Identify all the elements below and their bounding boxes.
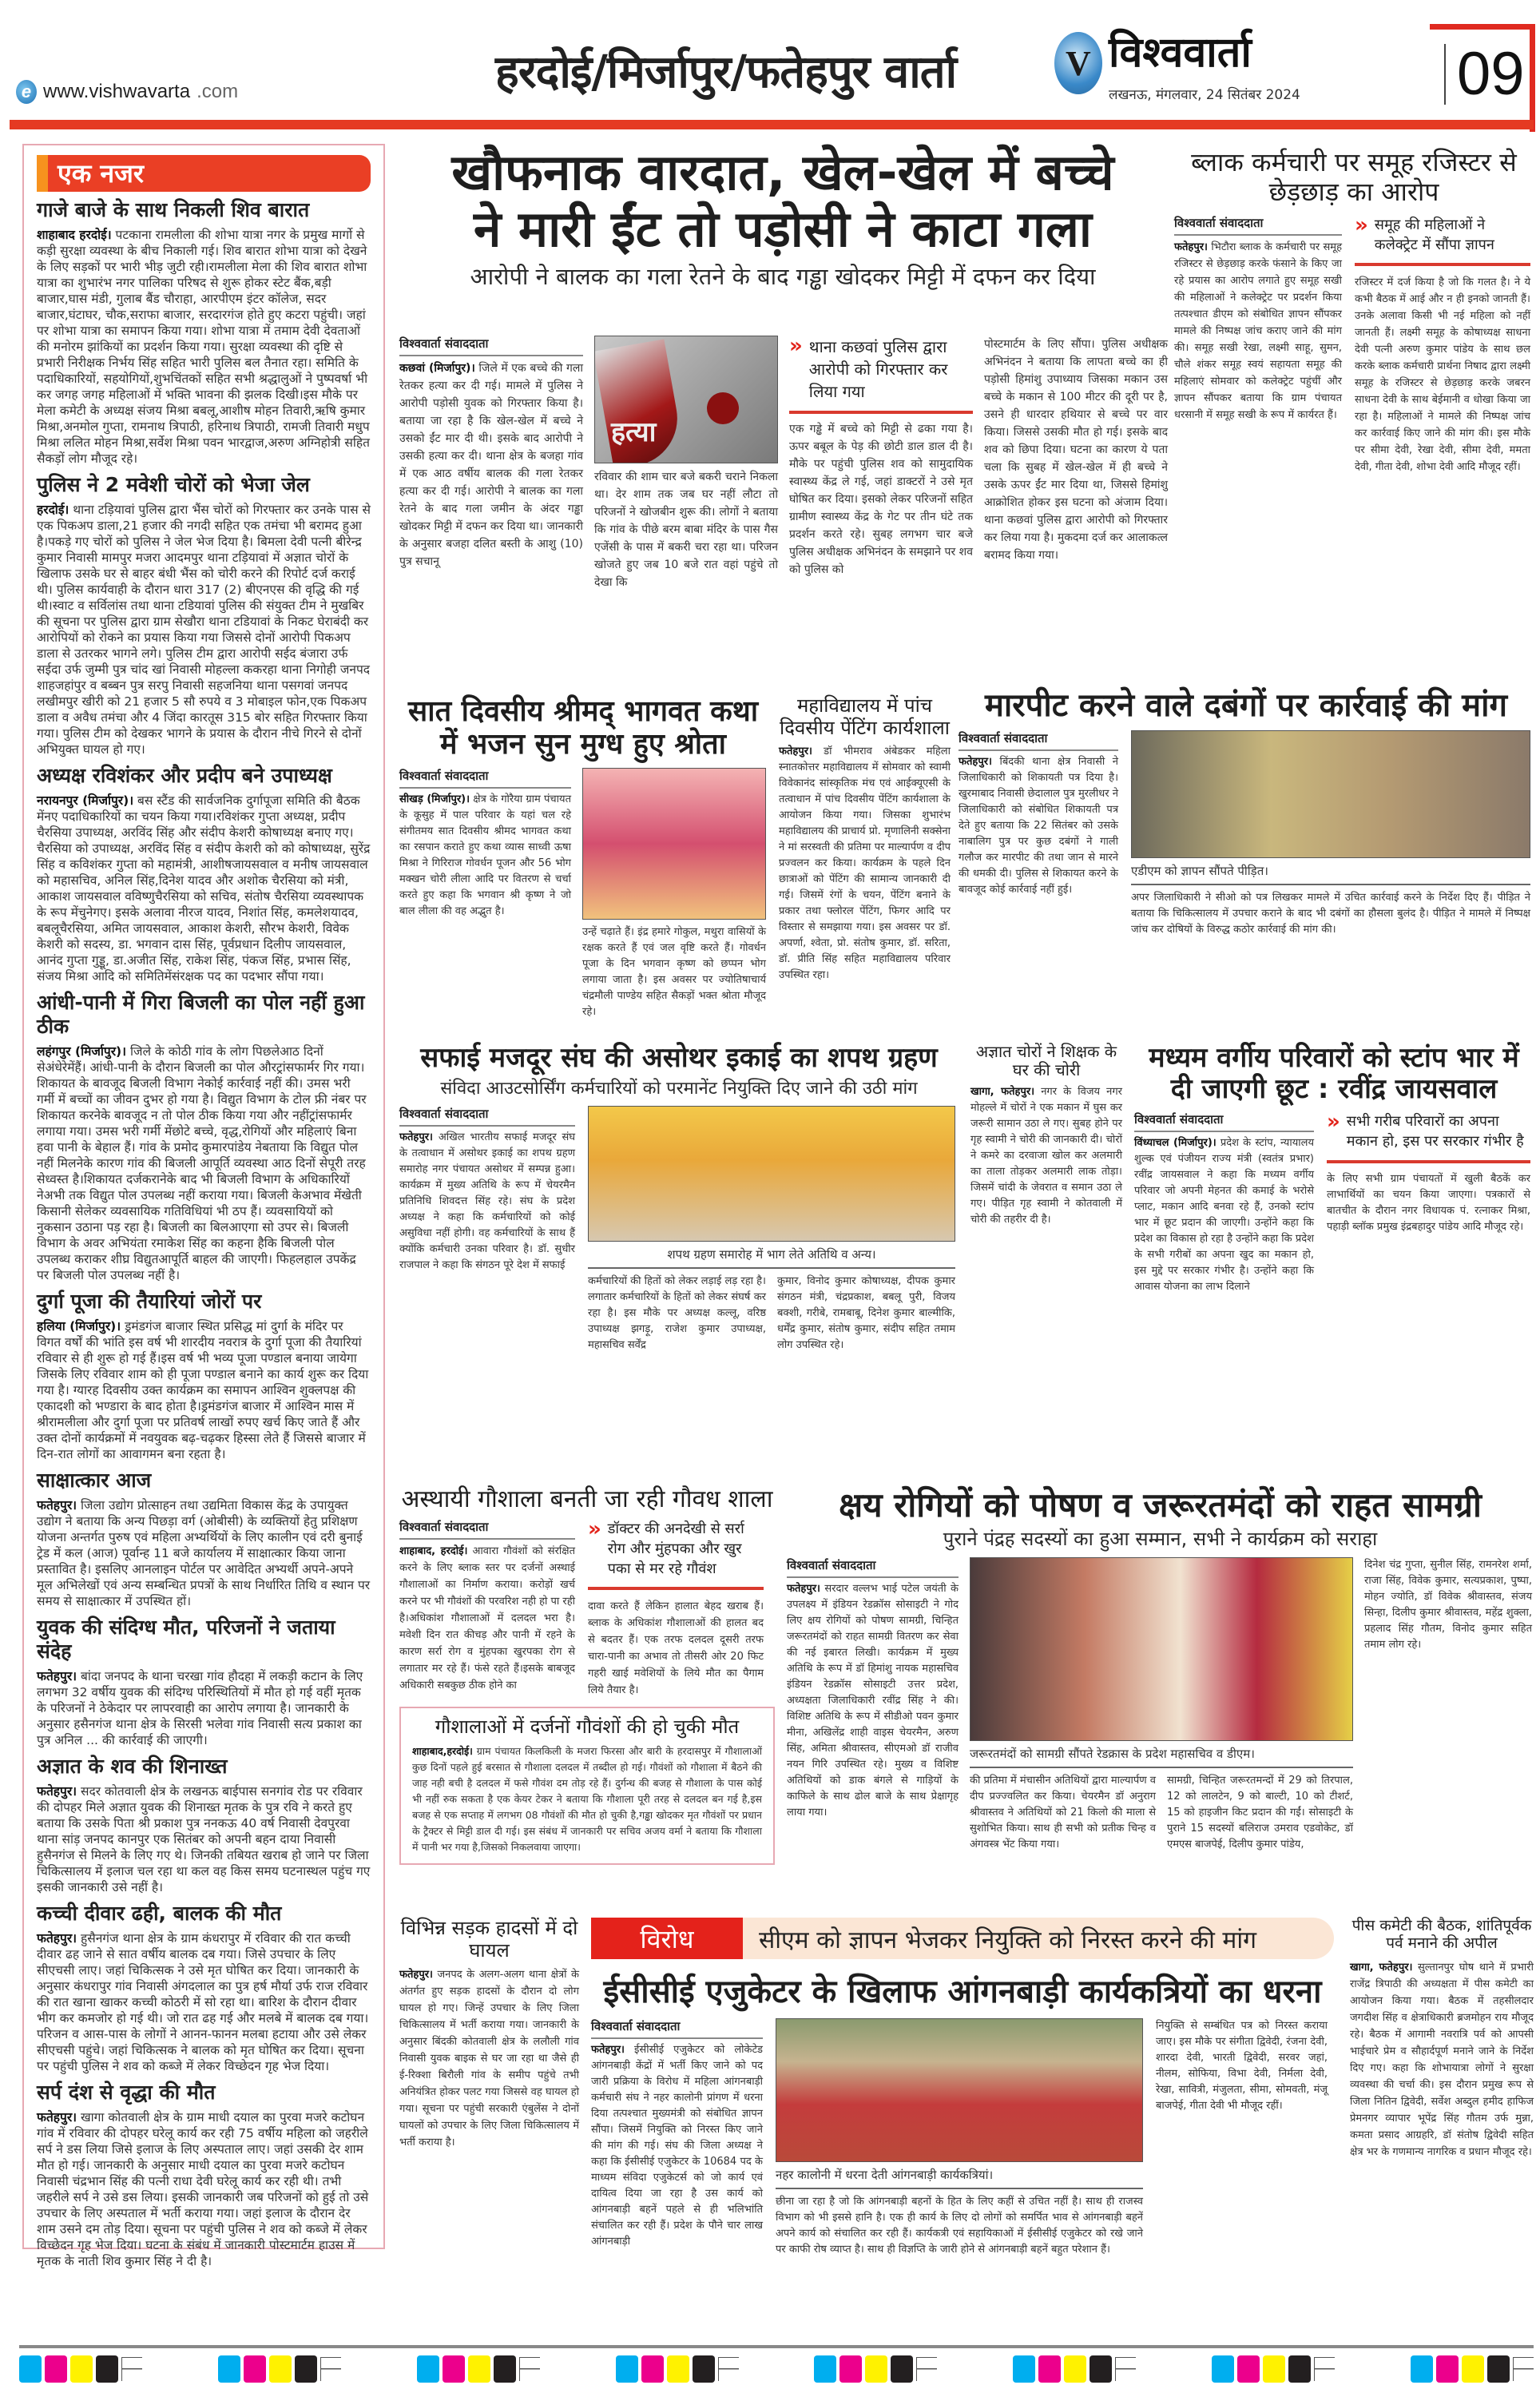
kshay-headline: क्षय रोगियों को पोषण व जरूरतमंदों को राहत सामग्री	[839, 1485, 1482, 1524]
dateline: विंध्याचल (मिर्जापुर)।	[1134, 1137, 1217, 1150]
pull-quote	[588, 1519, 764, 1591]
dateline: फतेहपुर।	[959, 756, 992, 768]
cmyk-swatch	[1212, 2355, 1335, 2383]
dateline: फतेहपुर।	[399, 1969, 433, 1982]
crosshair-icon	[1513, 2357, 1534, 2381]
double-chevron-icon: »	[789, 334, 803, 358]
bhagwat-col-2: उन्हें चढ़ाते हैं। इंद्र हमारे गोकुल, मथुरा वासियों के रक्षक करते हैं एवं जल वृष्टि करते हैं। गोवर्धन पूजा के दिन भगवान कृष्ण को छप्पन भोग लगाया जाता है। इस अवसर पर ज्योतिषाचार्य चंद्रमौली पाण्डेय सहित सैकड़ों भक्त श्रोता मौजूद रहे।	[582, 925, 766, 1018]
sidebar-label: एक नजर	[37, 155, 371, 192]
lead-story-columns	[399, 336, 1166, 687]
story-body: बस स्टैंड की सार्वजनिक दुर्गापूजा समिति की बैठक मेंनए पदाधिकारियों का चयन किया गया।रविशंकर गुप्ता अध्यक्ष, प्रदीप चैरसिया उपाध्यक्ष, अरविंद सिंह और संदीप केशरी कोषाध्यक्ष बनाए गए। चैरसिया को उपाध्यक्ष, अरविंद सिंह व संदीप केशरी को को कोषाध्यक्ष, सुरेंद्र सिंह व कविशंकर गुप्ता को महामंत्री, आशीषजायसवाल व मनीष जायसवाल को महासचिव, अनिल सिंह,दिनेश यादव और अशोक चैरसिया को मंत्री, आकाश जायसवाल वविष्णुचैरसिया को सचिव, संतोष चैरसिया व्यवस्थापक के रूप मेंचुनेगए। इसके अलावा नीरज यादव, निशांत सिंह, कमलेशयादव, बबलूचैरसिया, अमित जायसवाल, आकाश केशरी, सौरभ केशरी, विवेक केशरी को सदस्य, डा. भगवान दास सिंह, पूर्वप्रधान दिलीप जायसवाल, आनंद गुप्ता गुड्डू, डा.अजीत सिंह, राकेश सिंह, पंकज सिंह, प्रभास सिंह, संजय मिश्रा आदि को समितिमेंसंरक्षक पद का पदभार सौंपा गया।	[37, 793, 371, 984]
dateline: फतेहपुर।	[37, 1498, 77, 1513]
cmyk-swatch	[1013, 2355, 1136, 2383]
story-body: बांदा जनपद के थाना चरखा गांव हौदहा में लकड़ी कटान के लिए लगभग 32 वर्षीय युवक की संदिग्ध परिस्थितियों में मौत हो गई वहीं मृतक के परिजनों ने ठेकेदार पर लापरवाही का आरोप लगाया है। जानकारी के अनुसार हसैनगंज थाना क्षेत्र के सिरसी भलेवा गांव निवासी सत्य प्रकाश का पुत्र अनिल ... की कार्रवाई की जाएगी।	[37, 1669, 363, 1747]
dateline: शाहाबाद, हरदोई।	[399, 1544, 468, 1557]
sidebar-item	[37, 1290, 371, 1462]
gaushala-col-2: दावा करते हैं लेकिन हालात बेहद खराब हैं। ब्लाक के अधिकांश गौशालाओं की हालत बद से बदतर हैं। एक तरफ दलदल दूसरी तरफ चारा-पानी का अभाव तो तीसरी ओर 20 फिट गहरी खाई मवेशियों के लिये मौत का पैगाम लिये तैयार है।	[588, 1600, 764, 1697]
cmyk-swatch	[19, 2355, 142, 2383]
pull-quote	[1355, 215, 1530, 266]
cmyk-swatch	[1411, 2355, 1534, 2383]
sidebar-headline: दुर्गा पूजा की तैयारियां जोरों पर	[37, 1290, 262, 1313]
pull-quote	[789, 336, 973, 414]
byline: विश्ववार्ता संवाददाता	[787, 1557, 959, 1578]
lead-story	[399, 144, 1166, 290]
crosshair-icon	[519, 2357, 540, 2381]
ek-nazar-sidebar	[22, 144, 385, 2268]
story-body: खागा कोतवाली क्षेत्र के ग्राम माधी दयाल का पुरवा मजरे कटोघन गांव में रविवार की दोपहर घरेलू कार्य कर रही 75 वर्षीय महिला को जहरीले सर्प ने डस लिया जिसे इलाज के लिए अस्पताल लाए। जहां उसकी देर शाम मौत हो गई। जानकारी के अनुसार माधी दयाल का पुरवा मजरे कटोघन निवासी चंद्रभान सिंह की पत्नी राधा देवी घरेलू कार्य कर रही थी। तभी जहरीले सर्प ने उसे डस लिया। इसकी जानकारी जब परिजनों को हुई तो उसे उपचार के लिए अस्पताल में भर्ती कराया गया। जहां इलाज के दौरान देर शाम उसने दम तोड़ दिया। सूचना पर पहुंची पुलिस ने शव को कब्जे में लेकर विच्छेदन गृह भेज दिया। घटना के संबंध में जानकारी पोस्टमार्टम हाउस में मृतक के नाती शिव कुमार सिंह ने दी है।	[37, 2110, 369, 2268]
double-chevron-icon: »	[1327, 1110, 1340, 1135]
marpit-story	[959, 687, 1534, 938]
page-number: 09	[1444, 44, 1525, 105]
lead-headline-line2: ने मारी ईंट तो पड़ोसी ने काटा गला	[474, 200, 1092, 259]
anganwadi-col-2: छीना जा रहा है जो कि आंगनबाड़ी बहनों के हित के लिए कहीं से उचित नहीं है। साथ ही राजस्व विभाग को भी इससे हानि है। एक ही कार्य के लिए दो लोगों को समर्पित भाव से आंगनबाड़ी बहनें अपने कार्य को संचालित कर रही हैं। कार्यकत्री एवं सहायिकाओं में ईसीसीई एजुकेटर को रखे जाने पर काफी रोष व्याप्त है। साथ ही विज्ञप्ति के जारी होने से आंगनबाड़ी बहनें बहुत परेशान हैं।	[776, 2196, 1143, 2256]
painting-body: डॉ भीमराव अंबेडकर महिला स्नातकोत्तर महाविद्यालय में सोमवार को स्वामी विवेकानंद सांस्कृतिक मंच एवं आईक्यूएसी के तत्वाधान में पांच दिवसीय पेंटिंग कार्यशाला के आयोजन किया गया। जिसका शुभारंभ महाविद्यालय की प्राचार्य प्रो. मृणालिनी सक्सेना ने मां सरस्वती की प्रतिमा पर माल्यार्पण व दीप प्रज्वलन कर किया। कार्यक्रम के पहले दिन छात्राओं को पेंटिंग की सामान्य जानकारी दी गई। जिसमें रंगों के चयन, पेंटिंग बनाने के प्रकार तथा फ्लोरल पेंटिंग, फिगर आदि पर विस्तार से समझाया गया। इस अवसर पर डॉ. अपर्णा, श्वेता, प्रो. संतोष कुमार, डॉ. सरिता, डॉ. प्रीति सिंह सहित महाविद्यालय परिवार उपस्थित रहा।	[779, 745, 951, 982]
crosshair-icon	[121, 2357, 142, 2381]
dateline: शाहाबाद,हरदोई।	[412, 1744, 473, 1757]
sidebar-headline: साक्षात्कार आज	[37, 1469, 152, 1492]
sidebar-item	[37, 198, 371, 467]
story-body: हुसैनगंज थाना क्षेत्र के ग्राम कंधरापुर में रविवार की रात कच्ची दीवार ढह जाने से सात वर्षीय बालक दब गया। जिसे उपचार के लिए सीएचसी लाए। जहां चिकित्सक ने उसे मृत घोषित कर दिया। जानकारी के अनुसार कंधरापुर गांव निवासी अंगदलाल का पुत्र हर्ष मौर्या उर्फ राज रविवार की रात खाना खाकर कच्ची कोठरी में सो रहा था। बारिश के दौरान दीवार भीग कर कमजोर हो गई थी। जो रात ढह गई और मलबे में बालक दब गया। परिजन व आस-पास के लोगों ने आनन-फानन मलबा हटाया और उसे लेकर सीएचसी पहुंचे। जहां चिकित्सक ने बालक को मृत घोषित कर दिया। सूचना पर पहुंची पुलिस ने शव को कब्जे में लेकर विच्छेदन गृह भेज दिया।	[37, 1931, 369, 2073]
lead-col-4: पोस्टमार्टम के लिए सौंपा। पुलिस अधीक्षक अभिनंदन ने बताया कि लापता बच्चे का ही पड़ोसी हिमांशु उपाध्याय जिसका मकान उस बच्चे के मकान से 100 मीटर की दूरी पर है, उसने ही धारदार हथियार से बच्चे पर वार किया। जिससे उसकी मौत हो गई। इसके बाद शव को छिपा दिया। घटना का कारण ये पता चला कि सुबह में खेल-खेल में ही बच्चे ने उसके ऊपर ईंट मार दिया था, जिससे हिमांशु आक्रोशित होकर इस घटना को अंजाम दिया। थाना कछवां पुलिस द्वारा आरोपी को गिरफ्तार कर लिया गया है। मुकदमा दर्ज कर आलाकत्ल बरामद किया गया।	[984, 338, 1168, 562]
dateline: फतेहपुर।	[37, 1669, 77, 1683]
box-headline: गौशालाओं में दर्जनों गौवंशों की हो चुकी मौत	[435, 1715, 740, 1739]
stamp-headline: मध्यम वर्गीय परिवारों को स्टांप भार में दी जाएगी छूट : रवींद्र जायसवाल	[1149, 1042, 1519, 1106]
byline: विश्ववार्ता संवाददाता	[591, 2018, 763, 2039]
sidebar-item	[37, 764, 371, 984]
gaushala-headline: अस्थायी गौशाला बनती जा रही गौवध शाला	[401, 1485, 773, 1513]
stamp-body: प्रदेश के स्टांप, न्यायालय शुल्क एवं पंजीयन राज्य मंत्री (स्वतंत्र प्रभार) रवींद्र जायसवाल ने कहा कि मध्यम वर्गीय परिवार जो अपनी मेहनत की कमाई के भरोसे प्लाट, मकान आदि बनवा रहे हैं, उनको स्टांप भार में छूट प्रदान की जाएगी। उन्होंने कहा कि प्रदेश का विकास हो रहा है उन्होंने कहा कि प्रदेश के सभी गरीबों का अपना खुद का मकान हो, इस मुद्दे पर सरकार गंभीर है। उन्होंने कहा कि आवास योजना का लाभ दिलाने	[1134, 1137, 1314, 1294]
website-url[interactable]	[16, 80, 238, 104]
peace-committee-story	[1350, 1918, 1534, 2161]
chori-body: नगर के विजय नगर मोहल्ले में चोरों ने एक मकान में घुस कर जरूरी सामान उठा ले गए। सुबह होने पर गृह स्वामी ने चोरी की जानकारी दी। चोरों ने कमरे का दरवाजा खोल कर अलमारी का ताला तोड़कर अलमारी लाक तोड़ा। जिसमें चांदी के जेवरात व समान उठा ले गए। पीड़ित गृह स्वामी ने कोतवाली में चोरी की तहरीर दी है।	[970, 1086, 1122, 1226]
virodh-banner	[591, 1918, 1334, 1959]
story-body: पटकाना रामलीला की शोभा यात्रा नगर के प्रमुख मार्गो से कड़ी सुरक्षा व्यवस्था के बीच निकाली गई। शिव बारात शोभा यात्रा को देखने के लिए सड़कों पर भारी भीड़ जुटी रही।रामलीला मेला की शिव बारात शोभा यात्रा का शुभारंभ नगर पालिका परिषद से शुरू होकर स्टेट बैंक,बड़ी बाजार,घास मंडी, गुलाब बैंड चौराहा, आरपीएम इंटर कॉलेज, सदर बाजार,घंटाघर, चौक,सराफा बाजार, सरदारगंज होते हुए कटरा पहुंची। जहां पर शोभा यात्रा का समापन किया गया। शोभा यात्रा में तमाम देवी देवताओं की मनोरम झांकियों का प्रदर्शन किया गया। सुरक्षा व्यवस्था की दृष्टि से प्रभारी निरीक्षक निर्भय सिंह सहित भारी पुलिस बल तैनात रहा। समिति के पदाधिकारियों, सहयोगियों,शुभचिंतकों सहित सभी श्रद्धालुओं ने पुष्पवर्षा भी कर जगह जगह महिलाओं में भक्ति भावना की झलक दिखी।इस मौके पर मेला कमेटी के अध्यक्ष संजय मिश्रा बबलू,आशीष मोहन तिवारी,ऋषि कुमार मिश्रा,अनमोल गुप्ता, रामनाथ त्रिपाठी, हरिनाथ त्रिपाठी, रामजी तिवारी मधुप मिश्रा ललित मोहन मिश्रा,सर्वेश मिश्रा पवन भारद्वाज,अरुण अग्निहोत्री सहित सैकड़ों लोग मौजूद रहे।	[37, 228, 370, 466]
photo-caption: जरूरतमंदों को सामग्री सौंपते रेडक्रास के प्रदेश महासचिव व डीएम।	[970, 1741, 1353, 1768]
block-col-2: रजिस्टर में दर्ज किया है जो कि गलत है। ने ये कभी बैठक में आई और न ही इनको जानती हैं। उनके अलावा किसी भी नई महिला को नहीं जानती हैं। लक्ष्मी समूह के कोषाध्यक्ष साधना देवी पत्नी अरुण कुमार पांडेय के साथ छल करके ब्लाक कर्मचारी प्रार्थना निषाद द्वारा लक्ष्मी समूह के रजिस्टर से छेड़छाड़ करके जबरन साधना देवी के साथ बेईमानी व धोखा किया जा रहा है। महिलाओं ने मामले की निष्पक्ष जांच कर कार्रवाई किए जाने की मांग की। इस मौके पर सीमा देवी, रेखा देवी, सीमा देवी, ममता देवी, गीता देवी, शोभा देवी आदि मौजूद रहीं।	[1355, 276, 1530, 473]
dateline: शाहाबाद हरदोई।	[37, 228, 112, 242]
bhagwat-col-1: क्षेत्र के गोरैया ग्राम पंचायत के कूसुह में पाल परिवार के यहां चल रहे संगीतमय सात दिवसीय श्रीमद भागवत कथा का रसपान कराते हुए कथा व्यास साध्वी ऊषा मिश्रा ने गिरिराज गोवर्धन पूजन और 56 भोग मक्खन चोरी लीला आदि पर वितरण से चर्चा करते हुए कहा कि भगवान श्री कृष्ण ने जो बाल लीला की वह अद्भुत है।	[399, 793, 571, 917]
stamp-col-2: के लिए सभी ग्राम पंचायतों में खुली बैठकें कर लाभार्थियों का चयन किया जाएगा। पत्रकारों से बातचीत के दौरान नगर विधायक पं. रत्नाकर मिश्रा, पहाड़ी ब्लॉक प्रमुख इंद्रबहादुर पांडेय आदि मौजूद रहे।	[1327, 1172, 1530, 1233]
safai-col-2: कर्मचारियों की हितों को लेकर लड़ाई लड़ रहा है। लगातार कर्मचारियों के हितों को लेकर संघर्ष कर रहा है। इस मौके पर अध्यक्ष कल्लू, वरिष्ठ उपाध्यक्ष झगड़ू, राजेश कुमार उपाध्यक्ष, महासचिव सर्वेंद्र	[588, 1275, 766, 1352]
masthead-divider	[10, 120, 1534, 129]
relief-distribution-photo	[970, 1557, 1353, 1741]
virodh-tag: विरोध	[591, 1918, 743, 1959]
block-story	[1174, 148, 1534, 475]
pull-quote-text: डॉक्टर की अनदेखी से सर्रा रोग और मुंहपका और खुर पका से मर रहे गौवंश	[607, 1520, 744, 1577]
bhagwat-headline: सात दिवसीय श्रीमद् भागवत कथा में भजन सुन मुग्ध हुए श्रोता	[407, 695, 759, 761]
dharna-photo	[776, 2018, 1143, 2162]
lead-col-3: एक गड्ढे में बच्चे को मिट्टी से ढका गया है। ऊपर बबूल के पेड़ की छोटी डाल डाल दी है। मौके पर पहुंची पुलिस शव को सामुदायिक स्वास्थ्य केंद्र ले गई, जहां डाक्टरों ने उसे मृत घोषित कर दिया। इसको लेकर परिजनों सहित ग्रामीण स्वास्थ्य केंद्र के गेट पर तीन घंटे तक प्रदर्शन करते रहे। सुबह लगभग चार बजे पुलिस अधीक्षक अभिनंदन के समझाने पर शव को पुलिस को	[789, 423, 973, 576]
brand-name: विश्ववार्ता	[1109, 29, 1252, 77]
crosshair-icon	[916, 2357, 937, 2381]
anganwadi-headline: ईसीसीई एजुकेटर के खिलाफ आंगनबाड़ी कार्यकत्रियों का धरना	[603, 1974, 1322, 2010]
sidebar-headline: आंधी-पानी में गिरा बिजली का पोल नहीं हुआ ठीक	[37, 991, 365, 1038]
kshay-body: सरदार वल्लभ भाई पटेल जयंती के उपलक्ष्य में इंडियन रेडक्रॉस सोसाइटी ने गोद लिए क्षय रोगियों को पोषण सामग्री, चिन्हित जरूरतमंदों को राहत सामग्री वितरण कर सेवा की नई इबारत लिखी। कार्यक्रम में मुख्य अतिथि के रूप में डॉ हिमांशु नायक महासचिव इंडियन रेडक्रॉस सोसाइटी उत्तर प्रदेश, अध्यक्षता जिलाधिकारी रवींद्र सिंह ने की। विशिष्ट अतिथि के रूप में सीडीओ पवन कुमार मीना, अखिलेंद्र शाही वाइस चेयरमैन, अरुण सिंह, अमिता श्रीवास्तव, सीएमओ डॉ राजीव नयन गिरि उपस्थित रहे। मुख्य व विशिष्ट अतिथियों को डाक बंगले से गाड़ियों के काफिले के साथ ढोल बाजे के साथ प्रेक्षागृह लाया गया।	[787, 1583, 959, 1819]
byline: विश्ववार्ता संवाददाता	[959, 730, 1118, 751]
sidebar-headline: सर्प दंश से वृद्धा की मौत	[37, 2081, 216, 2104]
sidebar-headline: पुलिस ने 2 मवेशी चोरों को भेजा जेल	[37, 473, 310, 496]
crosshair-icon	[320, 2357, 341, 2381]
url-suffix: .com	[196, 81, 239, 102]
sidebar-headline: अज्ञात के शव की शिनाख्त	[37, 1755, 228, 1778]
chori-headline: अज्ञात चोरों ने शिक्षक के घर की चोरी	[975, 1042, 1117, 1079]
marpit-headline: मारपीट करने वाले दबंगों पर कार्रवाई की मांग	[985, 687, 1507, 724]
sadak-body: जनपद के अलग-अलग थाना क्षेत्रों के अंतर्गत हुए सड़क हादसों के दौरान दो लोग घायल हो गए। जिन्हें उपचार के लिए जिला चिकित्सालय में भर्ती कराया गया। जानकारी के अनुसार बिंदकी कोतवाली क्षेत्र के ललौली गांव निवासी युवक बाइक से घर जा रहा था जैसे ही ई-रिक्शा बिरौली गांव के समीप पहुंचे तभी अनियंत्रित होकर पलट गया जिससे वह घायल हो गया। सूचना पर पहुंची सरकारी एंबुलेंस ने दोनों घायलों को उपचार के लिए जिला चिकित्सालय में भर्ती कराया है।	[399, 1969, 579, 2149]
photo-caption: एडीएम को ज्ञापन सौंपते पीड़ित।	[1131, 858, 1530, 885]
newspaper-logo	[1054, 29, 1300, 103]
pull-quote-text: समूह की महिलाओं ने कलेक्ट्रेट में सौंपा ज्ञापन	[1374, 216, 1494, 253]
sidebar-item	[37, 1755, 371, 1895]
story-body: थाना टड़ियावां पुलिस द्वारा भैंस चोरों को गिरफ्तार कर उनके पास से एक पिकअप डाला,21 हजार की नगदी सहित एक तमंचा भी बरामद हुआ है।पकड़े गए चोरों को पुलिस ने जेल भेज दिया है। बिमला देवी पत्नी बीरेन्द्र कुमार निवासी मामपुर मजरा आदमपुर थाना टड़ियावां में अज्ञात चोरों के खिलाफ उसके घर से बाहर बंधी भैंस को चोरी करने की रिपोर्ट दर्ज कराई थी। पुलिस कार्यवाही के दौरान धारा 317 (2) बीएनएस की वृद्धि की गई थी।स्वाट व सर्विलांस तथा थाना टडियावां पुलिस की संयुक्त टीम ने मुखबिर की सूचना पर पुलिस द्वारा ग्राम सेखौरा थाना टडियावां के निकट घेराबंदी कर आरोपियों को रोकने का प्रयास किया गया जिससे दोनों आरोपी पिकअप डाला से उतरकर भागने लगे। पुलिस टीम द्वारा आरोपी सईद बंजारा उर्फ सईदा उर्फ जुम्मी पुत्र चांद खां निवासी मोहल्ला ककरहा थाना निगोही जनपद शाहजहांपुर व बब्बन पुत्र सरपु निवासी सहजनिया थाना पसगवां जनपद लखीमपुर खीरी को 21 हजार 5 सौ रुपये व 3 मोबाइल फोन,एक पिकअप डाला व अवैध तमंचा और 4 जिंदा कारतूस 315 बोर सहित गिरफ्तार किया गया। पुलिस टीम को देखकर भागने के प्रयास के दौरान नीचे गिरने से दोनों अभियुक्त घायल हो गए।	[37, 503, 371, 757]
double-chevron-icon: »	[588, 1517, 601, 1541]
section-title: हरदोई/मिर्जापुर/फतेहपुर वार्ता	[495, 46, 957, 98]
marpit-body: बिंदकी थाना क्षेत्र निवासी ने जिलाधिकारी को शिकायती पत्र दिया है। खुरमाबाद निवासी छेदालाल पुत्र मुरलीधर ने जिलाधिकारी को संबोधित शिकायती पत्र देते हुए बताया कि 22 सितंबर को उसके नाबालिग पुत्र पर कुछ दबंगों ने गाली गलौज कर मारपीट की तथा जान से मारने की धमकी दी। पुलिस से शिकायत करने के बावजूद कोई कार्रवाई नहीं हुई।	[959, 756, 1119, 896]
anganwadi-col-3: नियुक्ति से सम्बंधित पत्र को निरस्त कराया जाए। इस मौके पर संगीता द्विवेदी, रंजना देवी, शारदा देवी, भारती द्विवेदी, सरवर जहां, नीलम, सोफिया, विभा देवी, निर्मला देवी, रेखा, सावित्री, मंजुलता, सीमा, सोमवती, मंजू बाजपेई, गीता देवी भी मौजूद रहीं।	[1156, 2020, 1328, 2112]
sidebar-item	[37, 991, 371, 1283]
cmyk-swatch	[417, 2355, 540, 2383]
safai-headline: सफाई मजदूर संघ की असोथर इकाई का शपथ ग्रहण	[420, 1042, 938, 1074]
safai-story	[399, 1043, 959, 1354]
anganwadi-body: ईसीसीई एजुकेटर को लोकेटेड आंगनबाड़ी केंद्रों में भर्ती किए जाने को पद जारी प्रक्रिया के विरोध में महिला आंगनबाड़ी कर्मचारी संघ ने नहर कालोनी प्रांगण में धरना दिया तत्पश्चात मुख्यमंत्री को संबोधित ज्ञापन सौंपा। जिसमें नियुक्ति को निरस्त किए जाने की मांग की गई। संघ की जिला अध्यक्ष ने कहा कि ईसीसीई एजुकेटर के 10684 पद के माध्यम संविदा एजुकेटर्स को जो कार्य एवं दायित्व दिया जा रहा है उस कार्य को आंगनबाड़ी बहनें पहले से ही भलिभांति संचालित कर रही हैं। प्रदेश के पौने चार लाख आंगनबाड़ी	[591, 2044, 763, 2248]
sidebar-item	[37, 1616, 371, 1748]
safai-body: अखिल भारतीय सफाई मजदूर संघ के तत्वाधान में असोथर इकाई का शपथ ग्रहण समारोह नगर पंचायत असोथर में सम्पन्न हुआ। कार्यक्रम में मुख्य अतिथि के रूप में चेयरमैन प्रतिनिधि शिवदत्त सिंह रहे। संघ के प्रदेश अध्यक्ष ने कहा कि कर्मचारियों को कोई असुविधा नहीं होगी। वह कर्मचारियों के साथ हैं क्योंकि कर्मचारी उनका परिवार है। डॉ. सुधीर राजपाल ने कहा कि संगठन पूरे देश में सफाई	[399, 1131, 576, 1272]
cmyk-swatch	[616, 2355, 739, 2383]
kshay-col-3: सामग्री, चिन्हित जरूरतमन्दों में 29 को तिरपाल, 12 को लालटेन, 9 को बाल्टी, 10 को टीशर्ट, 15 को हाइजीन किट प्रदान की गईं। सोसाइटी के पुराने 15 सदस्यों बलिराज उमराव एडवोकेट, डॉ एमएस बाजपेई, दिलीप कुमार पांडेय,	[1167, 1775, 1353, 1851]
kshay-story	[787, 1486, 1534, 1853]
double-chevron-icon: »	[1355, 213, 1368, 237]
dateline: हलिया (मिर्जापुर)।	[37, 1319, 121, 1334]
dateline: फतेहपुर।	[37, 2110, 77, 2125]
sidebar-item	[37, 1469, 371, 1609]
story-body: ड्रमंडगंज बाजार स्थित प्रसिद्ध मां दुर्गा के मंदिर पर विगत वर्षों की भांति इस वर्ष भी शारदीय नवरात्र के दुर्गा पूजा की तैयारियां रविवार से ही शुरू हो गई हैं।इस वर्ष भी भव्य पूजा पण्डाल बनाया जायेगा जिसके लिए रविवार शाम को ही पूजा पण्डाल बनाने का कार्य शुरू कर दिया गया है। ग्यारह दिवसीय उक्त कार्यक्रम का समापन आश्विन शुक्लपक्ष की एकादशी को भण्डारा के बाद होता है।ड्रमंडगंज बाजार में आश्विन मास में श्रीरामलीला और दुर्गा पूजा पर प्रतिवर्ष लाखों रुपए खर्च किए जाते हैं और उक्त दोनों कार्यक्रमों में नवयुवक बढ़-चढ़कर हिस्सा लेते हैं जिससे बाजार में दिन-रात लोगों का आवागमन बना रहता है।	[37, 1319, 369, 1461]
safai-subhead: संविदा आउटसोर्सिंग कर्मचारियों को परमानेंट नियुक्ति दिए जाने की उठी मांग	[440, 1079, 918, 1099]
byline: विश्ववार्ता संवाददाता	[1134, 1111, 1314, 1132]
url-prefix: www.vishwavarta	[43, 81, 191, 102]
lead-subhead: आरोपी ने बालक का गला रेतने के बाद गड्ढा खोदकर मिट्टी में दफन कर दिया	[470, 262, 1096, 290]
dateline: खागा, फतेहपुर।	[1350, 1961, 1413, 1974]
dateline: फतेहपुर।	[779, 745, 812, 758]
sidebar-item	[37, 2081, 371, 2269]
photo-caption: शपथ ग्रहण समारोह में भाग लेते अतिथि व अन्य।	[588, 1242, 955, 1269]
sadak-story	[399, 1918, 579, 2151]
crosshair-icon	[1115, 2357, 1136, 2381]
image-label: हत्या	[611, 416, 657, 448]
story-body: जिला उद्योग प्रोत्साहन तथा उद्यमिता विकास केंद्र के उपायुक्त उद्योग ने बताया कि अन्य पिछड़ा वर्ग (ओबीसी) के व्यक्तियों हेतु प्रशिक्षण योजना अन्तर्गत पुरुष एवं महिला अभ्यर्थियों के लिए कालीन एवं दरी बुनाई ट्रेड में कल (आज) पूर्वान्ह 11 बजे कार्यालय में साक्षात्कार किया जाना प्रस्तावित है। इसलिए आनलाइन पोर्टल पर आवेदित अभ्यर्थी अपने-अपने मूल अभिलेखों एवं अन्य सम्बन्धित प्रपत्रों के साथ निर्धारित तिथि व स्थान पर समय से साक्षात्कार में उपस्थित हों।	[37, 1498, 371, 1608]
kshay-col-4: दिनेश चंद्र गुप्ता, सुनील सिंह, रामनरेश शर्मा, राजा सिंह, विवेक कुमार, सत्यप्रकाश, पुष्पा, मोहन ज्योति, डॉ विवेक श्रीवास्तव, संजय सिन्हा, दिलीप कुमार श्रीवास्तव, महेंद्र शुक्ला, प्रहलाद सिंह गौतम, विनोद कुमार सहित तमाम लोग रहे।	[1364, 1559, 1532, 1652]
gaushala-col-1: आवारा गौवंशों को संरक्षित करने के लिए ब्लाक स्तर पर दर्जनों अस्थाई गौशालाओं का निर्माण कराया। करोड़ों खर्च करने पर भी गौवंशों की परवरिश नही हो पा रही है।अधिकांश गौशालाओं में दलदल भरा है।मवेशी दिन रात कीचड़ और पानी में रहने के कारण सर्रा रोग व मुंहपका खुरपका रोग से लगातार मर रहे हैं। फंसे रहते हैं।इसके बाबजूद अधिकारी सबकुछ ठीक होने का	[399, 1544, 576, 1691]
stamp-story	[1134, 1043, 1534, 1295]
byline: विश्ववार्ता संवाददाता	[1174, 215, 1342, 236]
cmyk-swatch	[218, 2355, 341, 2383]
lead-col-2: रविवार की शाम चार बजे बकरी चराने निकला था। देर शाम तक जब घर नहीं लौटा तो परिजनों ने खोजबीन शुरू की। लोगों ने बताया कि गांव के पीछे बरम बाबा मंदिर के पास गैस एजेंसी के पास में बकरी चरा रहा था। परिजन खोजते हुए जब 10 बजे रात वहां पहुंचे तो देखा कि	[594, 471, 778, 589]
anganwadi-story	[591, 1974, 1334, 2258]
block-headline: ब्लाक कर्मचारी पर समूह रजिस्टर से छेड़छाड़ का आरोप	[1191, 147, 1517, 207]
dateline: नरायनपुर (मिर्जापुर)।	[37, 793, 134, 808]
bhagwat-story	[399, 695, 767, 1020]
gaushala-death-box	[399, 1707, 775, 1865]
dateline: लहंगपुर (मिर्जापुर)।	[37, 1044, 126, 1059]
story-body: जिले के कोठी गांव के लोग पिछलेआठ दिनों सेअंधेरेमेंहैं। आंधी-पानी के दौरान बिजली का पोल औरट्रांसफार्मर गिर गया। शिकायत के बावजूद बिजली विभाग नेकोई कार्रवाई नहीं की। उमस भरी गर्मी में बच्चों का जीवन दुभर हो गया है। विद्युत विभाग के टोल फ्री नंबर पर शिकायत करनेके बावजूद न तो पोल ठीक किया गया और नहींट्रांसफार्मर लगाया गया। उमस भरी गर्मी मेंछोटे बच्चे, वृद्ध,रोगियों और महिलाएं बिना हवा पानी के बेहाल हैं। गांव के प्रमोद कुमारपांडेय नेबताया कि विद्युत पोल नहीं मिलनेके कारण गांव की बिजली आपूर्ति व्यवस्था आठ दिनों सेपूरी तरह सेध्वस्त है।शिकायत दर्जकरानेके बाद भी बिजली विभाग के अधिकारियों नेअभी तक विद्युत पोल उपलब्ध नहीं कराया गया। बिजली केअभाव मेंखेती किसानी सेलेकर व्यवसायिक गतिविधियां भी ठप हैं। व्यवसायियों को नुकसान उठाना पड़ रहा है। बिजली का बिलआएगा सो उपर से। बिजली विभाग के अवर अभियंता रमाकेश सिंह का कहना हैकि बिजली पोल उपलब्ध कराकर शीघ्र विद्युतआपूर्ति बाहल की जाएगी। फिहलहाल उपकेंद्र पर बिजली पोल उपलब्ध नहीं है।	[37, 1044, 367, 1282]
crosshair-icon	[718, 2357, 739, 2381]
sidebar-headline: कच्ची दीवार ढही, बालक की मौत	[37, 1902, 282, 1925]
oath-ceremony-photo	[588, 1106, 955, 1242]
dateline: खागा, फतेहपुर।	[970, 1086, 1035, 1098]
gaushala-story	[399, 1486, 775, 1865]
kshay-subhead: पुराने पंद्रह सदस्यों का हुआ सम्मान, सभी ने कार्यक्रम को सराहा	[943, 1528, 1378, 1551]
sidebar-item	[37, 473, 371, 757]
byline: विश्ववार्ता संवाददाता	[399, 1106, 575, 1127]
dateline: हरदोई।	[37, 503, 69, 517]
globe-logo-icon	[1054, 32, 1102, 94]
painting-story	[779, 695, 951, 984]
browser-e-icon: e	[16, 80, 37, 104]
dateline: सीखड़ (मिर्जापुर)।	[399, 793, 470, 805]
pull-quote	[1327, 1111, 1530, 1163]
dateline: फतेहपुर।	[37, 1784, 77, 1799]
sidebar-headline: युवक की संदिग्ध मौत, परिजनों ने जताया संदेह	[37, 1616, 335, 1663]
story-body: सदर कोतवाली क्षेत्र के लखनऊ बाईपास सनगांव रोड पर रविवार की दोपहर मिले अज्ञात युवक की शिनाख्त मृतक के पुत्र रवि ने करते हुए बताया कि उसके पिता श्री प्रकाश पुत्र ननकऊ 40 वर्ष निवासी देवपुरवा थाना सांड़ जनपद कानपुर एक सितंबर को अपनी बहन दाया निवासी हुसैनगंज से मिलने के लिए गए थे। जिनकी तबियत खराब हो जाने पर जिला चिकित्सालय में इलाज चल रहा था कल वह किस समय घटनास्थल पहुंच गए इसकी जानकारी उसे नहीं है।	[37, 1784, 371, 1894]
sidebar-headline: अध्यक्ष रविशंकर और प्रदीप बने उपाध्यक्ष	[37, 764, 332, 787]
dateline: कछवां (मिर्जापुर)।	[399, 362, 475, 375]
sidebar-item	[37, 1902, 371, 2074]
dateline: फतेहपुर।	[37, 1931, 77, 1946]
crime-illustration-image	[594, 336, 778, 463]
lead-headline-line1: खौफनाक वारदात, खेल-खेल में बच्चे	[451, 143, 1114, 201]
edition-dateline: लखनऊ, मंगलवार, 24 सितंबर 2024	[1109, 87, 1300, 103]
footer-rule	[19, 2345, 1534, 2348]
adm-memorandum-photo	[1131, 730, 1530, 858]
photo-caption: नहर कालोनी में धरना देती आंगनबाड़ी कार्यकत्रियां।	[776, 2162, 1143, 2189]
kshay-col-2: की प्रतिमा में मंचासीन अतिथियों द्वारा माल्यार्पण व दीप प्रज्ज्वलित कर किया। चेयरमैन डॉ अनुराग श्रीवास्तव ने अतिथियों को 21 किलो की माला से सुशोभित किया। साथ ही सभी को प्रतीक चिन्ह व अंगवस्त्र भेंट किया गया।	[970, 1775, 1156, 1851]
dateline: फतेहपुर।	[1174, 240, 1208, 253]
sadak-headline: विभिन्न सड़क हादसों में दो घायल	[400, 1917, 578, 1962]
cmyk-swatch	[814, 2355, 937, 2383]
byline: विश्ववार्ता संवाददाता	[399, 336, 583, 356]
virodh-text: सीएम को ज्ञापन भेजकर नियुक्ति को निरस्त करने की मांग	[743, 1918, 1334, 1959]
dateline: फतेहपुर।	[399, 1131, 433, 1144]
dateline: फतेहपुर।	[591, 2044, 625, 2056]
safai-col-3: कुमार, विनोद कुमार कोषाध्यक्ष, दीपक कुमार संगठन मंत्री, चंद्रप्रकाश, बबलू पुरी, विजय बक्शी, गरीबे, रामबाबू, दिनेश कुमार बाल्मीकि, धर्मेंद्र कुमार, संतोष कुमार, संदीप सहित तमाम लोग उपस्थित रहे।	[777, 1275, 955, 1352]
chori-story	[970, 1043, 1122, 1228]
byline: विश्ववार्ता संवाददाता	[399, 768, 571, 789]
peace-headline: पीस कमेटी की बैठक, शांतिपूर्वक पर्व मनाने की अपील	[1351, 1917, 1532, 1952]
painting-headline: महाविद्यालय में पांच दिवसीय पेंटिंग कार्यशाला	[780, 694, 950, 739]
pull-quote-text: थाना कछवां पुलिस द्वारा आरोपी को गिरफ्तार कर लिया गया	[808, 337, 948, 401]
block-col-1: भिटौरा ब्लाक के कर्मचारी पर समूह रजिस्टर से छेड़छाड़ करके फंसाने के किए जा रहे प्रयास का आरोप लगाते हुए समूह सखी की महिलाओं ने कलेक्ट्रेट पर प्रदर्शन किया तत्पश्चात डीएम को संबोधित ज्ञापन सौंपकर मामले की निष्पक्ष जांच कराए जाने की मांग की। समूह सखी रेखा, लक्ष्मी साहू, सुमन, चौले शंकर समूह स्वयं सहायता समूह की महिलाएं सोमवार को कलेक्ट्रेट पहुंचीं और ज्ञापन सौंपकर बताया कि ग्राम पंचायत धरसानी में समूह सखी के रूप में कार्यरत हैं।	[1174, 240, 1342, 421]
marpit-col-2: अपर जिलाधिकारी ने सीओ को पत्र लिखकर मामले में उचित कार्रवाई करने के निर्देश दिए हैं। पीड़ित ने बताया कि चिकित्सालय में उपचार कराने के बाद भी दबंगों का हौसला बुलंद है। पीड़ित ने मामले में निष्पक्ष जांच कर दोषियों के विरुद्ध कठोर कार्रवाई की मांग की।	[1131, 892, 1530, 936]
dateline: फतेहपुर।	[787, 1583, 820, 1596]
lead-col-1: जिले में एक बच्चे की गला रेतकर हत्या कर दी गई। मामले में पुलिस ने आरोपी पड़ोसी युवक को गिरफ्तार किया है। बताया जा रहा है कि खेल-खेल में बच्चे ने उसको ईंट मार दी थी। इसके बाद आरोपी ने उसकी हत्या कर दी। थाना क्षेत्र के बजहा गांव में एक आठ वर्षीय बालक की गला रेतकर हत्या कर दी गई। आरोपी ने बालक का गला रेतने के बाद गला जमीन के अंदर गड्ढा खोदकर मिट्टी में दफन कर दिया था। जानकारी के अनुसार बजहा दलित बस्ती के आशु (10) पुत्र सचानू	[399, 362, 583, 568]
blood-stain-icon	[707, 392, 739, 424]
byline: विश्ववार्ता संवाददाता	[399, 1519, 575, 1540]
krishna-event-photo	[582, 768, 766, 920]
pull-quote-text: सभी गरीब परिवारों का अपना मकान हो, इस पर सरकार गंभीर है	[1346, 1113, 1524, 1151]
sidebar-headline: गाजे बाजे के साथ निकली शिव बारात	[37, 198, 310, 221]
peace-body: सुल्तानपुर घोष थाने में प्रभारी राजेंद्र त्रिपाठी की अध्यक्षता में पीस कमेटी का आयोजन किया गया। बैठक में तहसीलदार जगदीश सिंह व क्षेत्राधिकारी ब्रजमोहन राय मौजूद रहे। बैठक में आगामी नवरात्रि पर्व को आपसी भाईचारे प्रेम व सौहार्दपूर्ण मनाने जाने के निर्देश दिए गए। कहा कि शोभायात्रा लोगों ने सुरक्षा व्यवस्था की चर्चा की। इस दौरान प्रमुख रूप से जिला नितिन द्विवेदी, सर्वेश अब्दुल हमीद हाफिज प्रेमनगर व्यापार भूपेंद्र सिंह गौतम उर्फ मुन्ना, कमता प्रसाद आग्रहरि, डॉ संतोष द्विवेदी सहित क्षेत्र भर के गणमान्य नागरिक व प्रधान मौजूद रहे।	[1350, 1961, 1534, 2158]
crosshair-icon	[1314, 2357, 1335, 2381]
box-body: ग्राम पंचायत किलकिली के मजरा फिरसा और बारी के हरदासपुर में गौशालाओं कुछ दिनों पहले हुई बरसात से गौशाला दलदल में तब्दील हो गई। गौवंशों को गौशाला में बैठने की जाह नही बची है दलदल में फसे गौवंश दम तोड़ रहे हैं। दुर्गन्ध की बजह से गौशाला के पास कोई भी नहीं रुक सकता है एक केयर टेकर ने बताया कि गौशाला पूरी तरह से दलदल बन गई है,इस बजह से एक सप्ताह में लगभग 08 गौवंशों की मौत हो चुकी है,गड्ढा खोदकर मृत गौवंशों पर प्रधान के ट्रैक्टर से मिट्टी डाल दी गई। इस संबंध में जानकारी पर सचिव अजय वर्मा ने बताया कि गौशाला में पानी भर गया है,जिसको निकलवाया जाएगा।	[412, 1744, 762, 1853]
print-registration-marks	[19, 2355, 1534, 2383]
